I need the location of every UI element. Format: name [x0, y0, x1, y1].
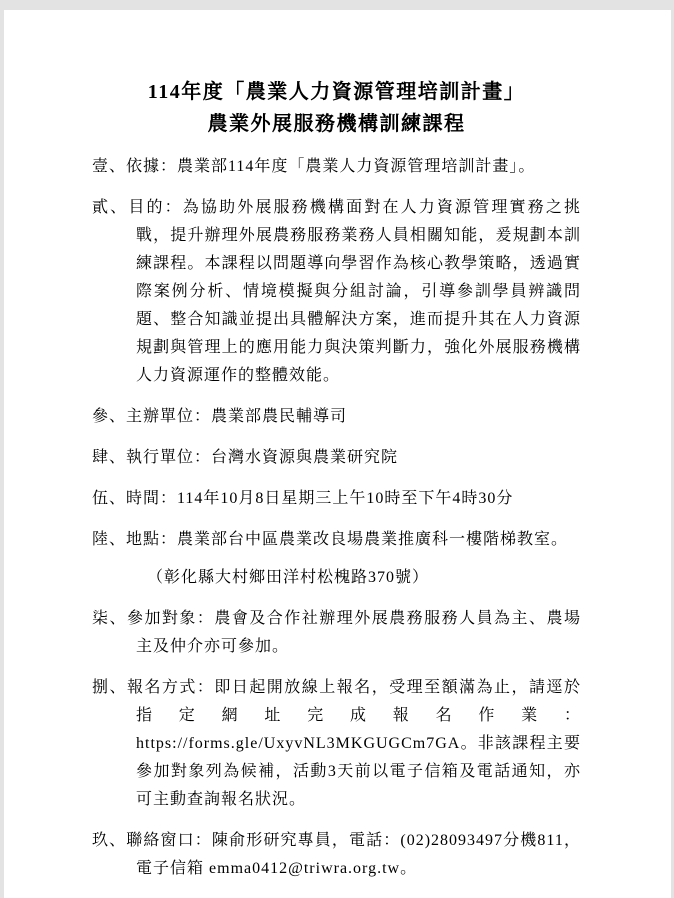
contact-email-link[interactable]: emma0412@triwra.org.tw — [209, 860, 401, 877]
doc-title-line2: 農業外展服務機構訓練課程 — [207, 113, 466, 135]
item-label: 柒、 — [92, 610, 127, 627]
item-label: 壹、 — [92, 158, 127, 175]
item-label: 捌、 — [92, 679, 127, 696]
item-text: 執行單位：台灣水資源與農業研究院 — [126, 449, 399, 466]
doc-title-line1: 114年度「農業人力資源管理培訓計畫」 — [147, 81, 526, 103]
item-text: 聯絡窗口：陳俞形研究專員，電話：(02)28093497分機811，電子信箱 — [126, 832, 581, 877]
item-label: 伍、 — [92, 490, 127, 507]
item-text: 依據：農業部114年度「農業人力資源管理培訓計畫」。 — [126, 158, 536, 175]
item-label: 肆、 — [92, 449, 127, 466]
item-text: 。非該課程主要參加對象列為候補，活動3天前以電子信箱及電話通知，亦可主動查詢報名狀況。 — [136, 735, 581, 808]
document-page — [4, 10, 671, 898]
doc-item-location — [92, 526, 581, 592]
item-label: 貳、 — [92, 199, 129, 216]
item-text: 目的：為協助外展服務機構面對在人力資源管理實務之挑戰，提升辦理外展農務服務業務人員相關知能，爰規劃本訓練課程。本課程以問題導向學習作為核心教學策略，透過實際案例分析、情境模擬與分組討論，引導參訓學員辨識問題、整合知識並提出具體解決方案，進而提升其在人力資源規劃與管理上的應用能力與決策判斷力，強化外展服務機構人力資源運作的整體效能。 — [128, 199, 581, 384]
item-text: 時間：114年10月8日星期三上午10時至下午4時30分 — [126, 490, 514, 507]
item-text: 主辦單位：農業部農民輔導司 — [126, 408, 348, 425]
item-text: 地點：農業部台中區農業改良場農業推廣科一樓階梯教室。 — [126, 531, 569, 548]
item-label: 陸、 — [92, 531, 127, 548]
doc-item-participants — [92, 605, 581, 661]
item-text: 報名方式：即日起開放線上報名，受理至額滿為止，請逕於指定網址完成報名作業： — [126, 679, 581, 724]
doc-item-basis — [92, 153, 581, 181]
doc-item-registration — [92, 674, 581, 814]
item-label: 參、 — [92, 408, 127, 425]
item-label: 玖、 — [92, 832, 127, 849]
doc-item-contact — [92, 827, 581, 883]
registration-url-link[interactable]: https://forms.gle/UxyvNL3MKGUGCm7GA — [136, 735, 461, 752]
doc-item-executor — [92, 444, 581, 472]
item-text: 參加對象：農會及合作社辦理外展農務服務人員為主、農場主及仲介亦可參加。 — [126, 610, 581, 655]
document-content — [4, 10, 671, 883]
doc-item-purpose — [92, 194, 581, 390]
doc-items — [92, 153, 581, 883]
item-text: 。 — [400, 860, 418, 877]
doc-item-organizer — [92, 403, 581, 431]
doc-item-time — [92, 485, 581, 513]
event-address: （彰化縣大村鄉田洋村松槐路370號） — [147, 569, 430, 586]
